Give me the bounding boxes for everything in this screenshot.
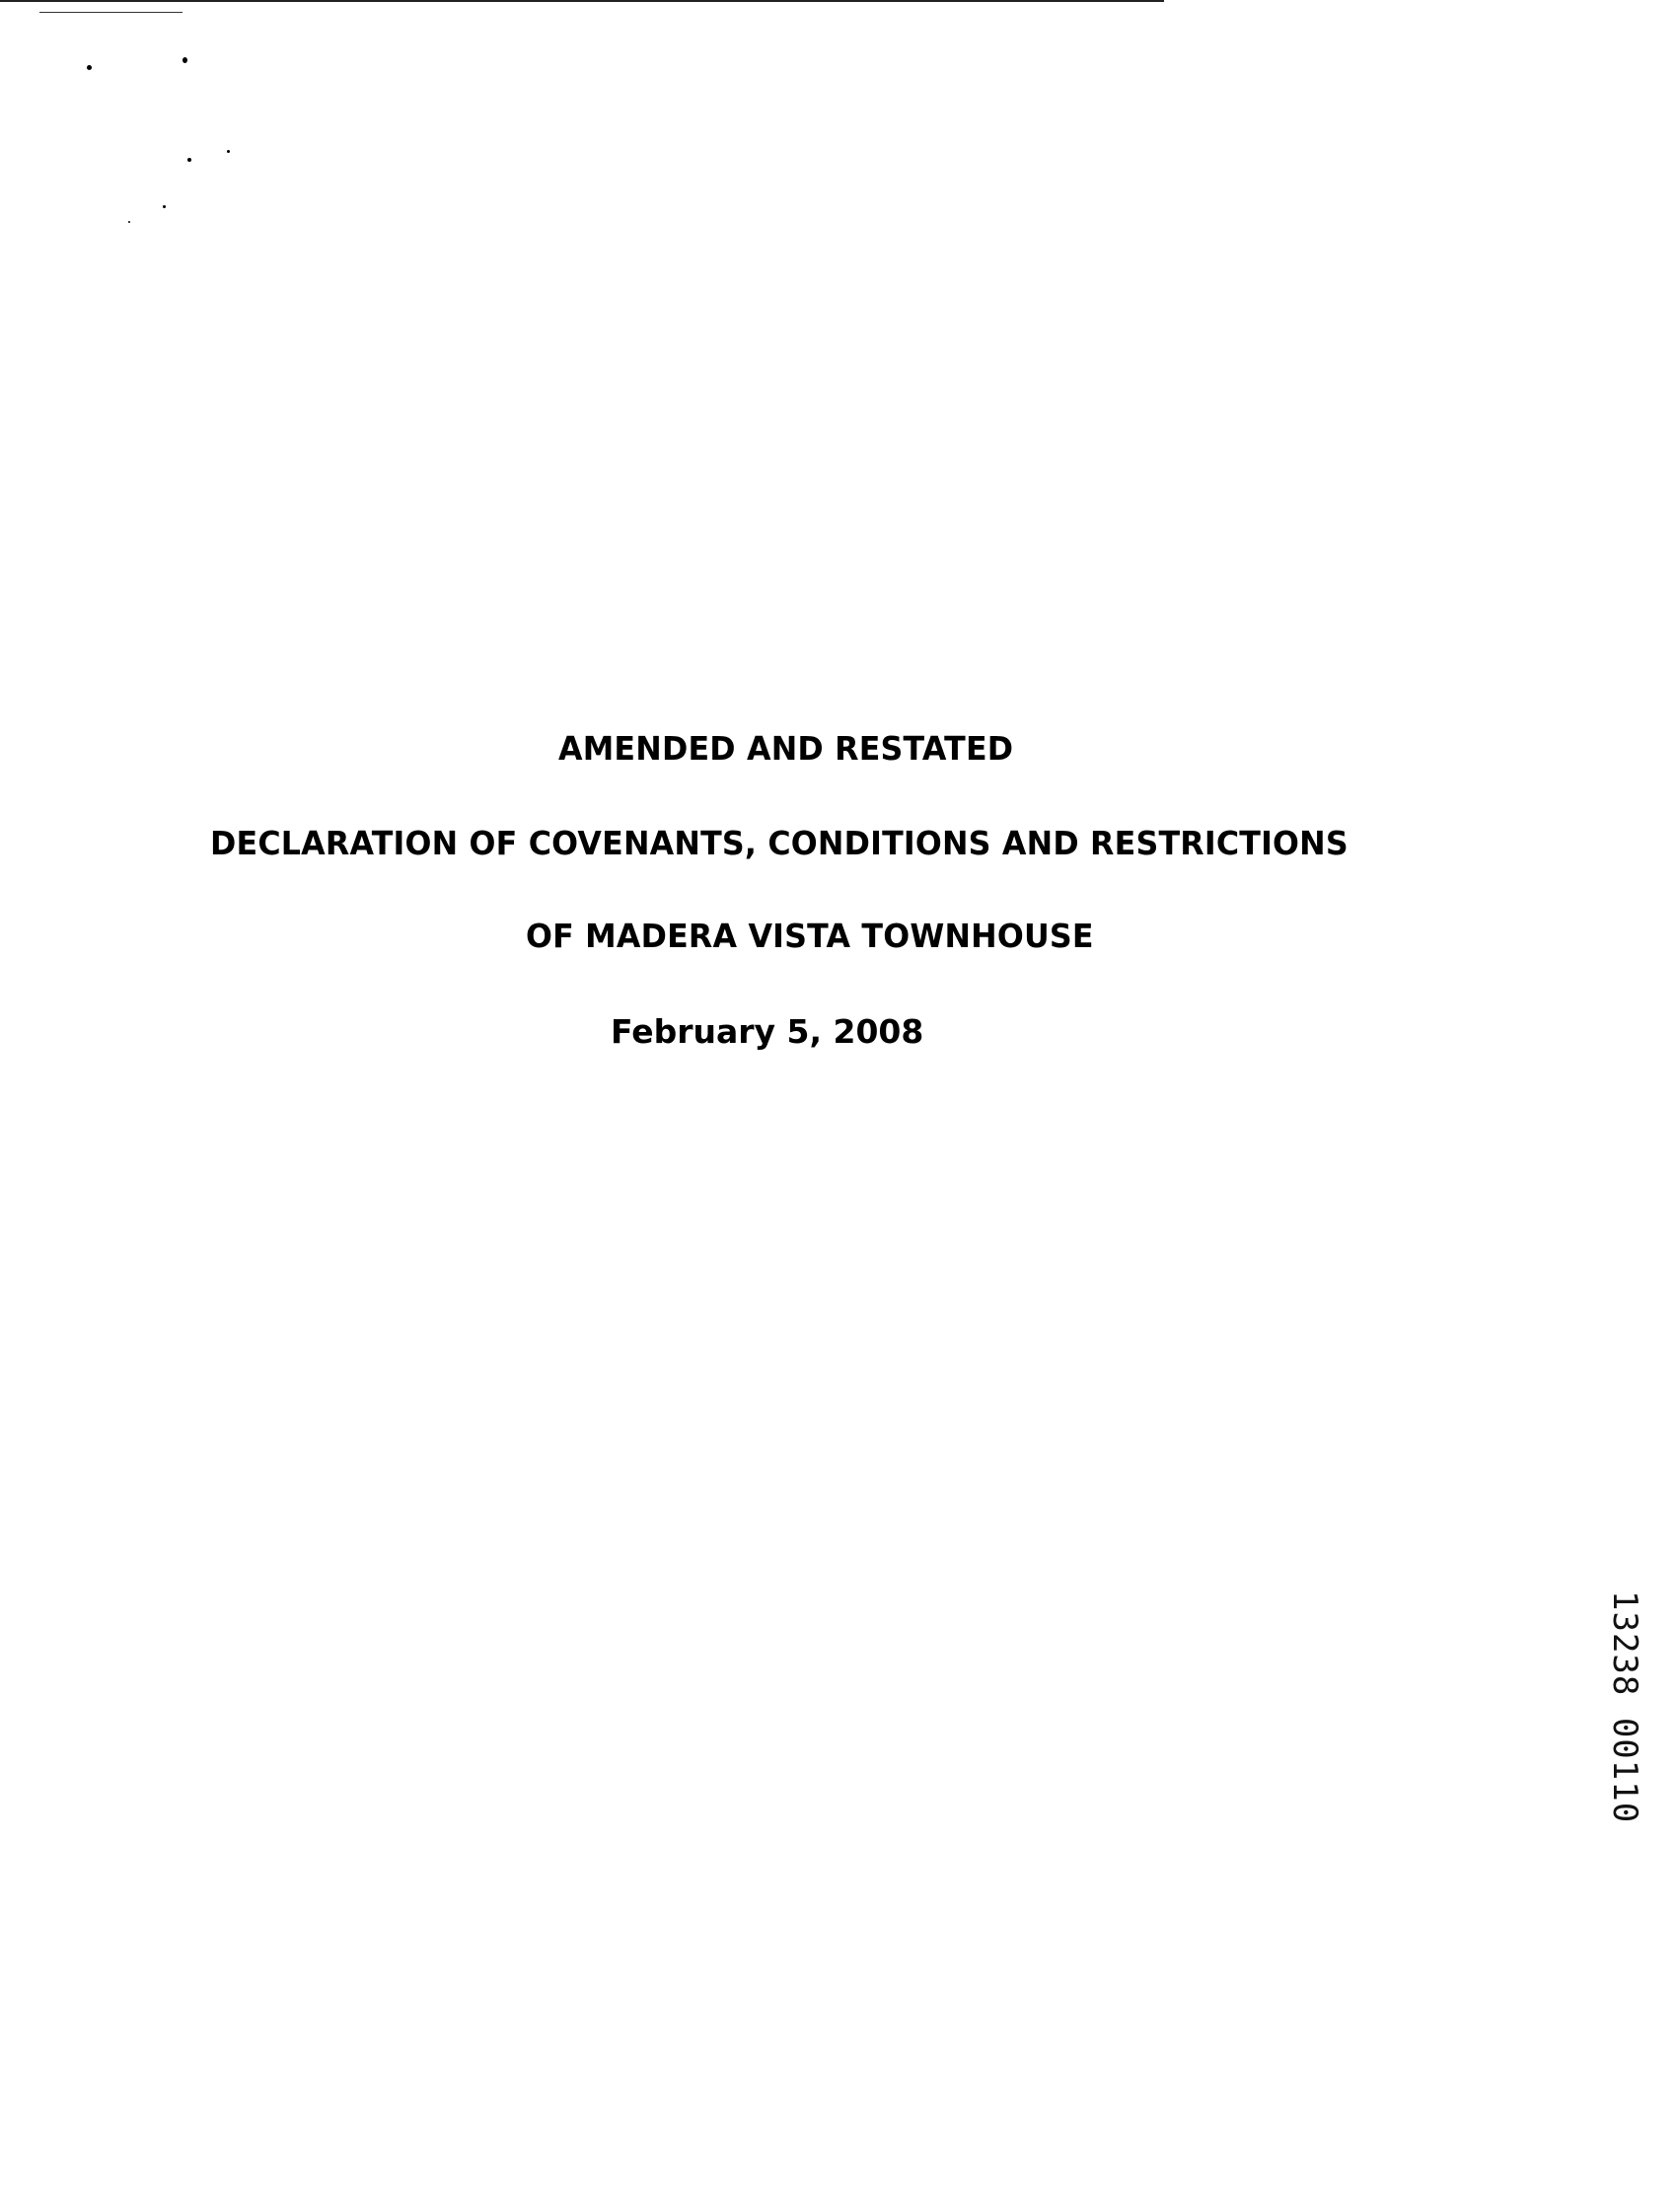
document-stamp-number bbox=[1605, 1590, 1659, 1857]
title-line-amended: AMENDED AND RESTATED bbox=[558, 729, 1014, 768]
scan-speck bbox=[187, 158, 191, 162]
scan-speck bbox=[182, 57, 187, 63]
stamp-number-text: 13238 00110 bbox=[1605, 1590, 1644, 1824]
scan-speck bbox=[227, 150, 230, 153]
scan-speck bbox=[163, 205, 166, 208]
document-date: February 5, 2008 bbox=[611, 1012, 924, 1051]
title-line-declaration: DECLARATION OF COVENANTS, CONDITIONS AND RESTRICTIONS bbox=[210, 824, 1349, 862]
scan-edge-line bbox=[0, 0, 1164, 2]
scan-speck bbox=[128, 221, 130, 223]
title-line-madera-vista: OF MADERA VISTA TOWNHOUSE bbox=[526, 917, 1094, 955]
scan-speck bbox=[87, 65, 92, 70]
scan-edge-line-short bbox=[39, 12, 182, 13]
